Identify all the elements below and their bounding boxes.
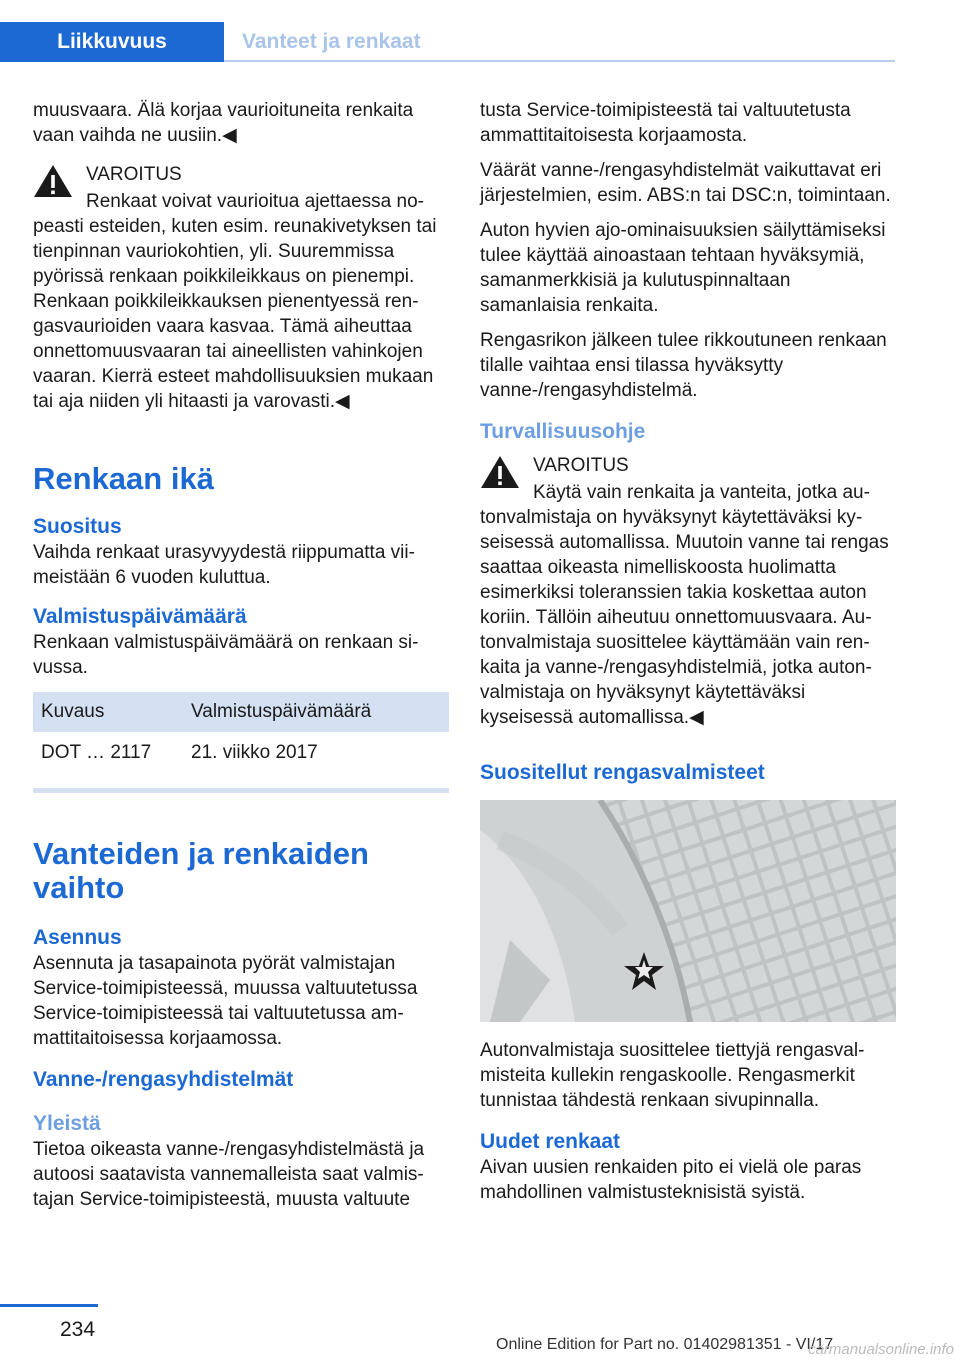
new-tires-paragraph: Aivan uusien renkaiden pito ei vielä ole paras mahdollinen valmistusteknisistä syistä.	[480, 1157, 862, 1203]
warning-line1: Käytä vain renkaita ja vanteita, jotka au-	[533, 482, 870, 503]
edition-text: Online Edition for Part no. 01402981351 - VI/17	[496, 1336, 834, 1353]
heading-new-tires: Uudet renkaat	[480, 1130, 621, 1153]
table-cell-dot: DOT … 2117	[41, 742, 152, 763]
header-bar	[0, 0, 895, 62]
installation-paragraph: Asennuta ja tasapainota pyörät valmistajan Service-toimipisteessä, muussa valtuutetussa Service-toimipisteessä tai valtuutetussa ammattitaitoisessa korjaamossa.	[33, 953, 418, 1049]
table-header-date: Valmistuspäivämäärä	[183, 692, 449, 732]
heading-combinations: Vanne-/rengasyhdistelmät	[33, 1068, 294, 1091]
tire-star-illustration	[480, 800, 896, 1022]
heading-installation: Asennus	[33, 926, 122, 949]
heading-tire-age: Renkaan ikä	[33, 461, 214, 496]
wrong-combo-paragraph: Väärät vanne-/rengasyhdistelmät vaikuttavat eri järjestelmien, esim. ABS:n tai DSC:n, toimintaan.	[480, 160, 891, 206]
warning-title: VAROITUS	[533, 455, 629, 476]
page-number: 234	[60, 1318, 96, 1341]
tab-section[interactable]: Vanteet ja renkaat	[242, 30, 421, 53]
table-header-description: Kuvaus	[33, 692, 183, 732]
warning-title: VAROITUS	[86, 164, 182, 185]
heading-general: Yleistä	[33, 1112, 101, 1135]
general-paragraph: Tietoa oikeasta vanne-/rengasyhdistelmästä ja autoosi saatavista vannemalleista saat valmistajan Service-toimipisteestä, muusta valtuute	[33, 1139, 425, 1210]
approved-tires-paragraph: Auton hyvien ajo-ominaisuuksien säilyttämiseksi tulee käyttää ainoastaan tehtaan hyväksymiä, samanmerkkisiä ja kulutuspinnaltaan samanlaisia renkaita.	[480, 220, 886, 316]
warning-line1: Renkaat voivat vaurioitua ajettaessa no-	[86, 191, 424, 212]
continued-paragraph: tusta Service-toimipisteestä tai valtuutetusta ammattitaitoisesta korjaamosta.	[480, 100, 851, 146]
tab-chapter[interactable]: Liikkuvuus	[0, 22, 224, 62]
recommendation-paragraph: Vaihda renkaat urasyvyydestä riippumatta viimeistään 6 vuoden kuluttua.	[33, 542, 415, 588]
manufacture-date-paragraph: Renkaan valmistuspäivämäärä on renkaan sivussa.	[33, 632, 419, 678]
heading-recommended-brands: Suositellut rengasvalmisteet	[480, 761, 765, 784]
warning-box	[33, 162, 449, 414]
warning-body: tonvalmistaja on hyväksynyt käytettäväksi kyseisessä automallissa. Muutoin vanne tai rengas saattaa oikeasta nimelliskoosta huolimatta esimerkiksi toleranssien takia koskettaa auton koriin. Tällöin aiheutuu onnettomuusvaara. Autonvalmistaja suosittelee käyttämään vain renkaita ja vanne-/rengasyhdistelmiä, jotka autonvalmistaja on hyväksynyt käytettäväksi kyseisessä automallissa.◀	[480, 507, 889, 728]
table-row	[33, 732, 449, 774]
star-paragraph: Autonvalmistaja suosittelee tiettyjä rengasvalmisteita kullekin rengaskoolle. Rengasmerkit tunnistaa tähdestä renkaan sivupinnalla.	[480, 1040, 865, 1111]
table-cell-week: 21. viikko 2017	[191, 742, 318, 763]
watermark: carmanualsonline.info	[808, 1341, 954, 1358]
right-column	[480, 98, 896, 1215]
warning-triangle-icon	[480, 455, 520, 489]
heading-manufacture-date: Valmistuspäivämäärä	[33, 605, 247, 628]
date-table	[33, 692, 449, 774]
footer-rule	[0, 1304, 98, 1307]
warning-triangle-icon	[33, 164, 73, 198]
warning-body: peasti esteiden, kuten esim. reunakivetyksen tai tienpinnan vauriokohtien, yli. Suuremmissa pyörissä renkaan poikkileikkaus on pienempi. Renkaan poikkileikkauksen pienentyessä rengasvaurioiden vaara kasvaa. Tämä aiheuttaa onnettomuusvaaran tai aineellisten vahinkojen vaaran. Kierrä esteet mahdollisuuksien mukaan tai aja niiden yli hitaasti ja varovasti.◀	[33, 216, 437, 412]
warning-box	[480, 453, 896, 730]
heading-wheel-change: Vanteiden ja renkaiden vaihto	[33, 836, 369, 905]
heading-recommendation: Suositus	[33, 515, 122, 538]
intro-paragraph: muusvaara. Älä korjaa vaurioituneita renkaita vaan vaihda ne uusiin.◀	[33, 100, 414, 146]
after-puncture-paragraph: Rengasrikon jälkeen tulee rikkoutuneen renkaan tilalle vaihtaa ensi tilassa hyväksytty vanne-/rengasyhdistelmä.	[480, 330, 887, 401]
header-rule	[224, 60, 895, 62]
left-column	[33, 98, 449, 1222]
heading-safety: Turvallisuusohje	[480, 420, 646, 443]
